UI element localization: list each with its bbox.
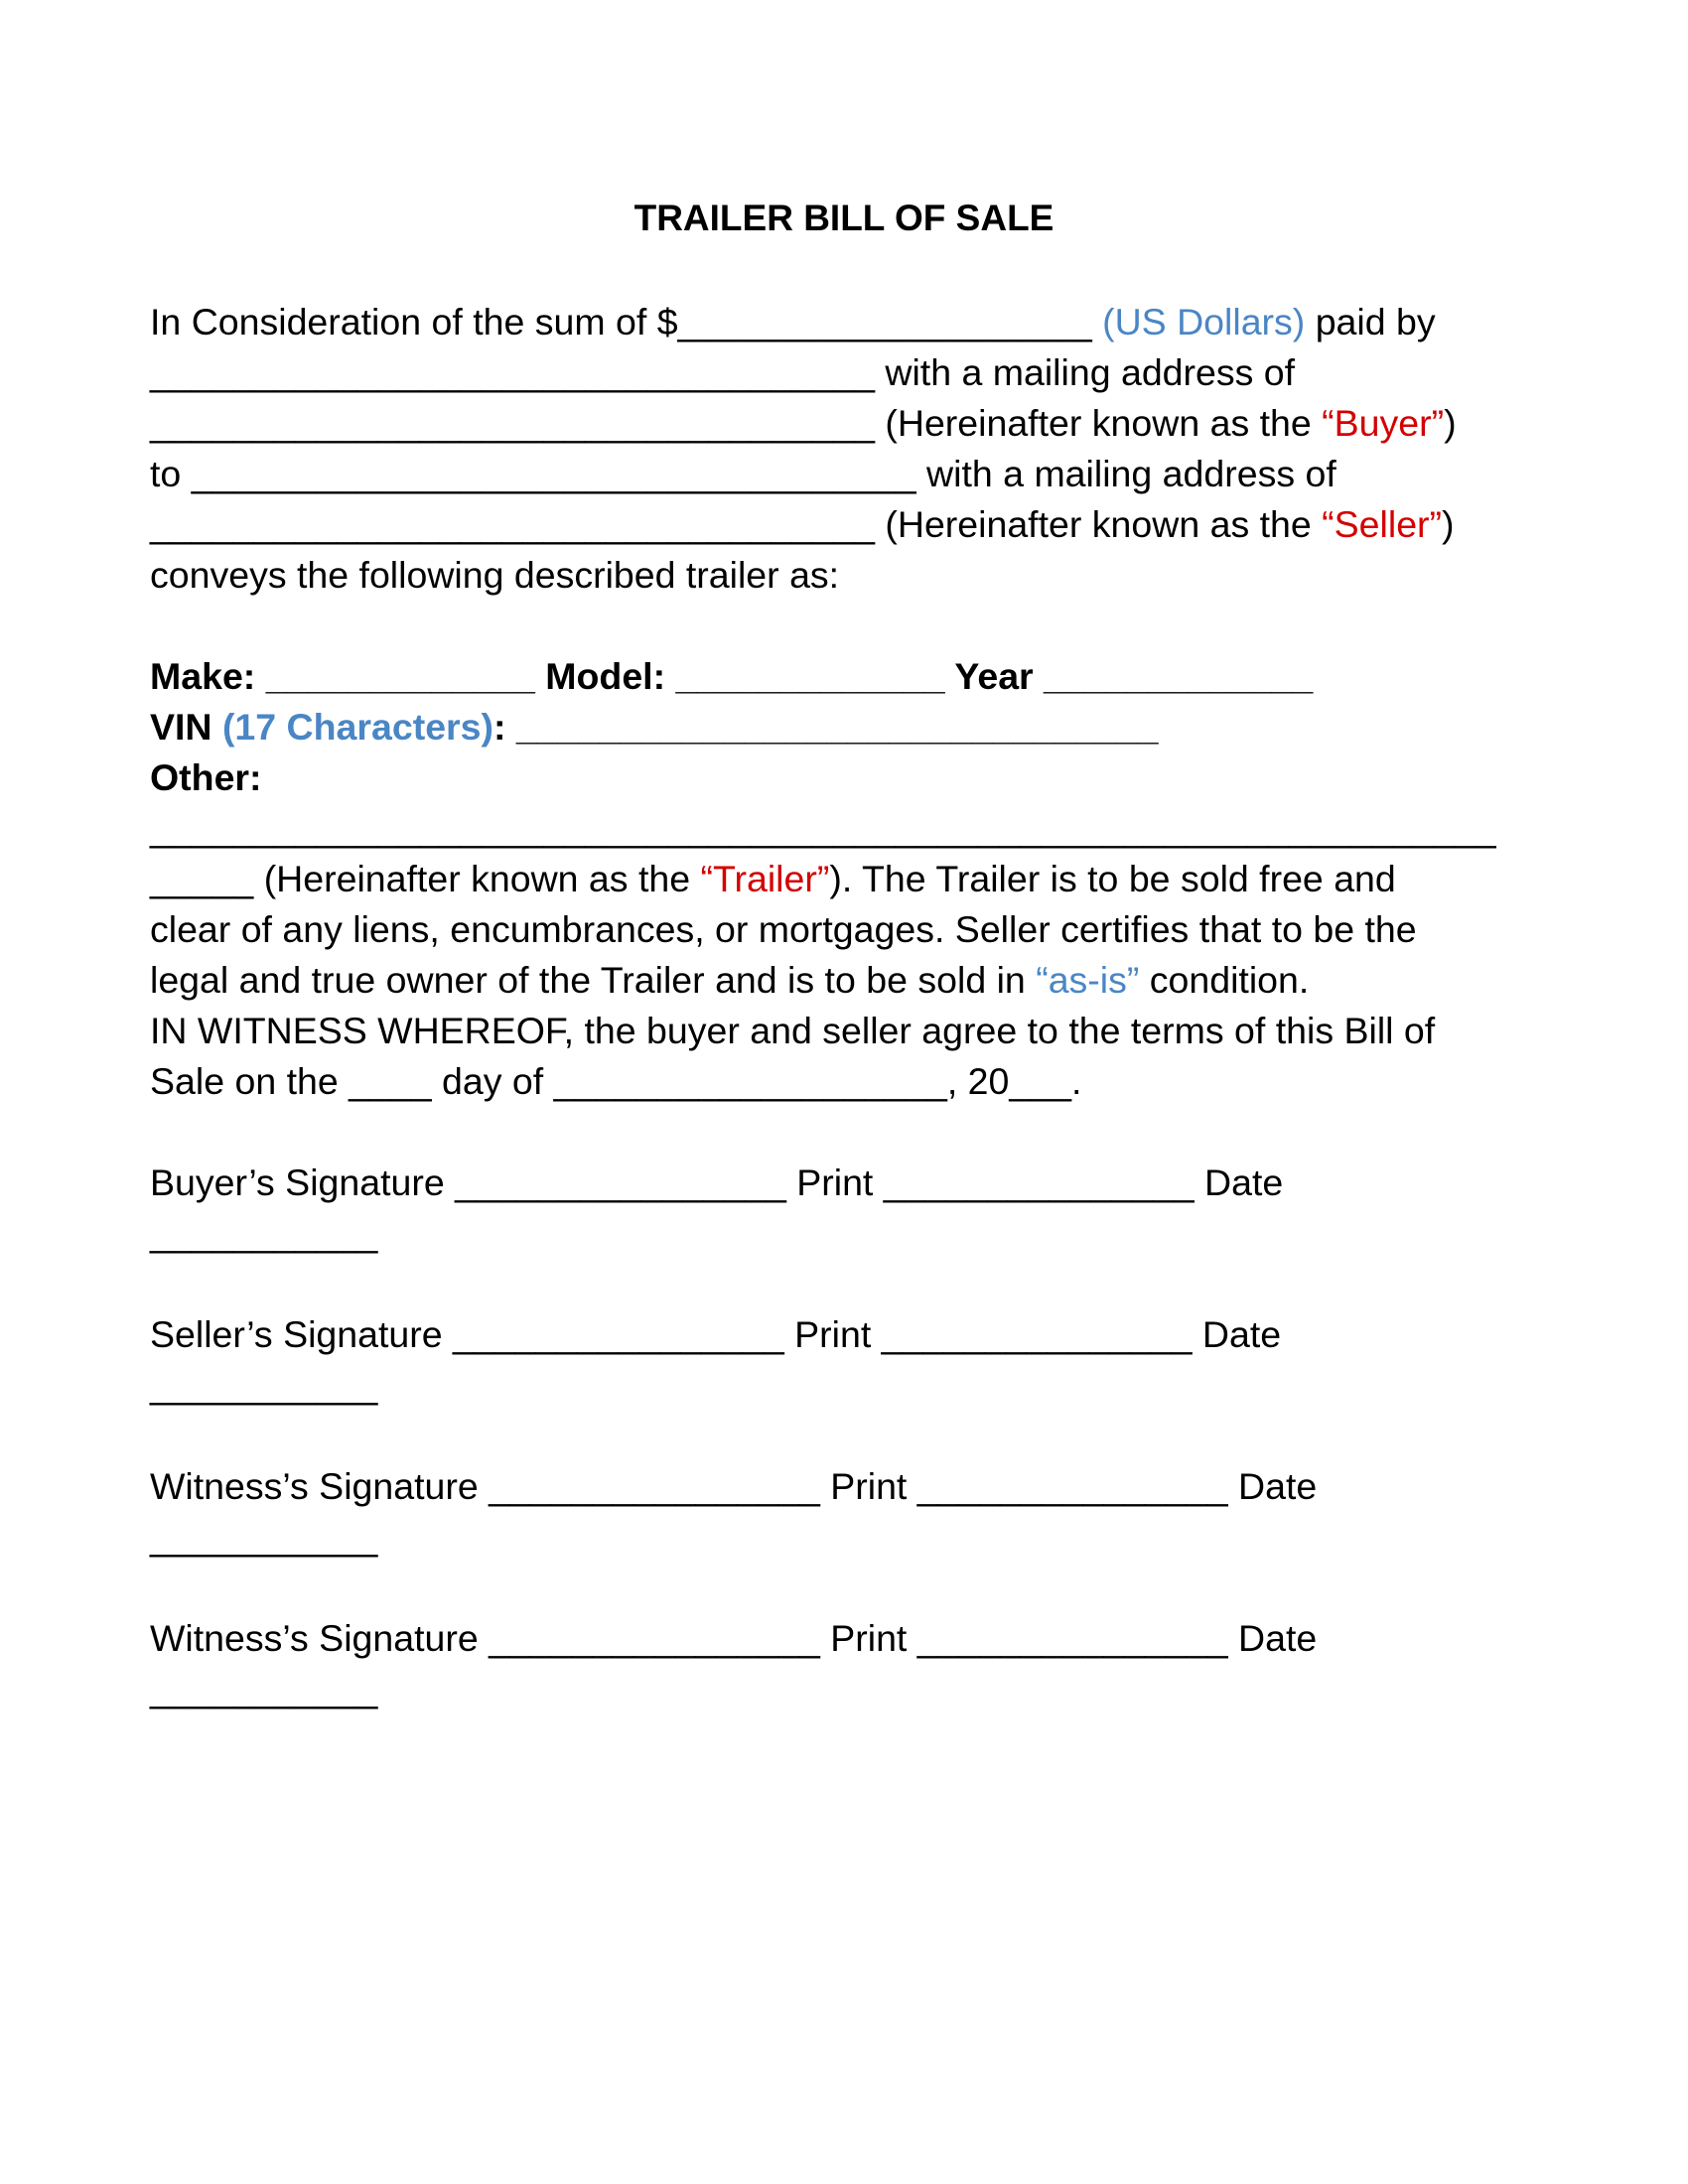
currency-hint: (US Dollars) bbox=[1102, 301, 1306, 342]
consideration-line-4: to ___________________________________ with a mailing address of bbox=[150, 453, 1336, 494]
terms-text: _____ (Hereinafter known as the bbox=[150, 858, 701, 899]
witness-2-signature-line: Witness’s Signature ________________ Print _______________ Date bbox=[150, 1617, 1318, 1659]
consideration-text: ) bbox=[1442, 503, 1455, 545]
vin-colon: : bbox=[492, 706, 506, 748]
witness-whereof-line: IN WITNESS WHEREOF, the buyer and seller agree to the terms of this Bill of bbox=[150, 1010, 1436, 1051]
buyer-date-blank: ___________ bbox=[150, 1212, 378, 1254]
consideration-line-6: conveys the following described trailer as: bbox=[150, 554, 840, 596]
terms-text: ). The Trailer is to be sold free and bbox=[829, 858, 1396, 899]
vin-label: VIN bbox=[150, 706, 222, 748]
terms-text: condition. bbox=[1139, 959, 1310, 1001]
consideration-text: ___________________________________ (Hereinafter known as the bbox=[150, 503, 1323, 545]
make-blank: _____________ bbox=[255, 655, 546, 697]
consideration-line-5 bbox=[150, 502, 1455, 546]
model-blank: _____________ bbox=[665, 655, 955, 697]
vin-line bbox=[150, 705, 1158, 749]
terms-line-3 bbox=[150, 958, 1309, 1002]
other-blank: _________________________________________________________________ bbox=[150, 807, 1496, 849]
seller-signature-line: Seller’s Signature ________________ Print _______________ Date bbox=[150, 1313, 1282, 1355]
consideration-text: ___________________________________ (Hereinafter known as the bbox=[150, 402, 1323, 444]
consideration-text: paid by bbox=[1305, 301, 1436, 342]
vin-blank: _______________________________ bbox=[505, 706, 1159, 748]
terms-text: legal and true owner of the Trailer and is to be sold in bbox=[150, 959, 1037, 1001]
as-is-term: “as-is” bbox=[1036, 959, 1140, 1001]
terms-line-1 bbox=[150, 857, 1396, 900]
consideration-line-1 bbox=[150, 300, 1436, 343]
make-model-year-line bbox=[150, 654, 1313, 698]
seller-date-blank: ___________ bbox=[150, 1364, 378, 1406]
witness-2-date-blank: ___________ bbox=[150, 1668, 378, 1709]
terms-line-2: clear of any liens, encumbrances, or mortgages. Seller certifies that to be the bbox=[150, 908, 1417, 950]
sale-date-line: Sale on the ____ day of ___________________, 20___. bbox=[150, 1060, 1082, 1102]
year-blank: _____________ bbox=[1033, 655, 1314, 697]
year-label: Year bbox=[954, 655, 1034, 697]
consideration-line-2: ___________________________________ with a mailing address of bbox=[150, 351, 1296, 393]
consideration-line-3 bbox=[150, 401, 1457, 445]
document-title: TRAILER BILL OF SALE bbox=[633, 198, 1055, 238]
buyer-term: “Buyer” bbox=[1322, 402, 1445, 444]
witness-1-date-blank: ___________ bbox=[150, 1516, 378, 1558]
consideration-text: In Consideration of the sum of $____________________ bbox=[150, 301, 1103, 342]
buyer-signature-line: Buyer’s Signature ________________ Print _______________ Date bbox=[150, 1161, 1284, 1203]
vin-hint: (17 Characters) bbox=[221, 706, 493, 748]
witness-1-signature-line: Witness’s Signature ________________ Print _______________ Date bbox=[150, 1465, 1318, 1507]
trailer-term: “Trailer” bbox=[700, 858, 830, 899]
seller-term: “Seller” bbox=[1322, 503, 1443, 545]
other-label: Other: bbox=[150, 756, 262, 798]
make-label: Make: bbox=[150, 655, 256, 697]
model-label: Model: bbox=[545, 655, 666, 697]
consideration-text: ) bbox=[1444, 402, 1457, 444]
